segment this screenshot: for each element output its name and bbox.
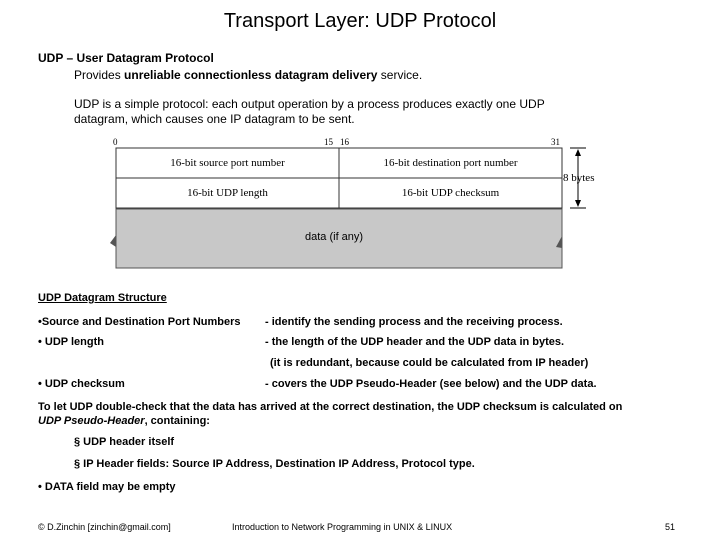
bit-label-31: 31 <box>551 137 560 147</box>
eight-bytes-label: 8 bytes <box>563 172 595 184</box>
udp-description: Provides unreliable connectionless datagram delivery service. <box>74 68 423 82</box>
field-desc-checksum: - covers the UDP Pseudo-Header (see below) and the UDP data. <box>265 378 597 390</box>
field-desc-length: - the length of the UDP header and the UDP data in bytes. <box>265 336 565 348</box>
bit-label-16: 16 <box>340 137 349 147</box>
udp-length-field: 16-bit UDP length <box>187 187 268 199</box>
destination-port-field: 16-bit destination port number <box>383 157 518 169</box>
page-number: 51 <box>665 522 676 532</box>
page-title: Transport Layer: UDP Protocol <box>223 10 497 32</box>
udp-heading: UDP – User Datagram Protocol <box>38 51 214 65</box>
field-desc-length-note: (it is redundant, because could be calculated from IP header) <box>270 357 589 369</box>
source-port-field: 16-bit source port number <box>170 157 285 169</box>
bullet-ip-header-fields: § IP Header fields: Source IP Address, Destination IP Address, Protocol type. <box>74 458 475 470</box>
field-desc-ports: - identify the sending process and the receiving process. <box>265 316 563 328</box>
pseudo-header-paragraph-line1: To let UDP double-check that the data has arrived at the correct destination, the UDP checksum is calculated on <box>38 401 623 413</box>
udp-paragraph-line2: datagram, which causes one IP datagram to be sent. <box>74 112 355 126</box>
footer-author: © D.Zinchin [zinchin@gmail.com] <box>38 522 171 532</box>
structure-heading: UDP Datagram Structure <box>38 292 167 304</box>
udp-paragraph-line1: UDP is a simple protocol: each output operation by a process produces exactly one UDP <box>74 97 545 111</box>
data-field-label: data (if any) <box>305 231 364 243</box>
field-name-ports: •Source and Destination Port Numbers <box>38 316 241 328</box>
footer-course-title: Introduction to Network Programming in UNIX & LINUX <box>232 522 453 532</box>
pseudo-header-paragraph-line2: UDP Pseudo-Header, containing: <box>38 415 210 427</box>
field-name-length: • UDP length <box>38 336 104 348</box>
data-empty-note: • DATA field may be empty <box>38 481 176 493</box>
field-name-checksum: • UDP checksum <box>38 378 125 390</box>
bit-label-15: 15 <box>324 137 333 147</box>
bit-label-0: 0 <box>113 137 118 147</box>
udp-checksum-field: 16-bit UDP checksum <box>401 187 500 199</box>
bullet-udp-header: § UDP header itself <box>74 436 175 448</box>
